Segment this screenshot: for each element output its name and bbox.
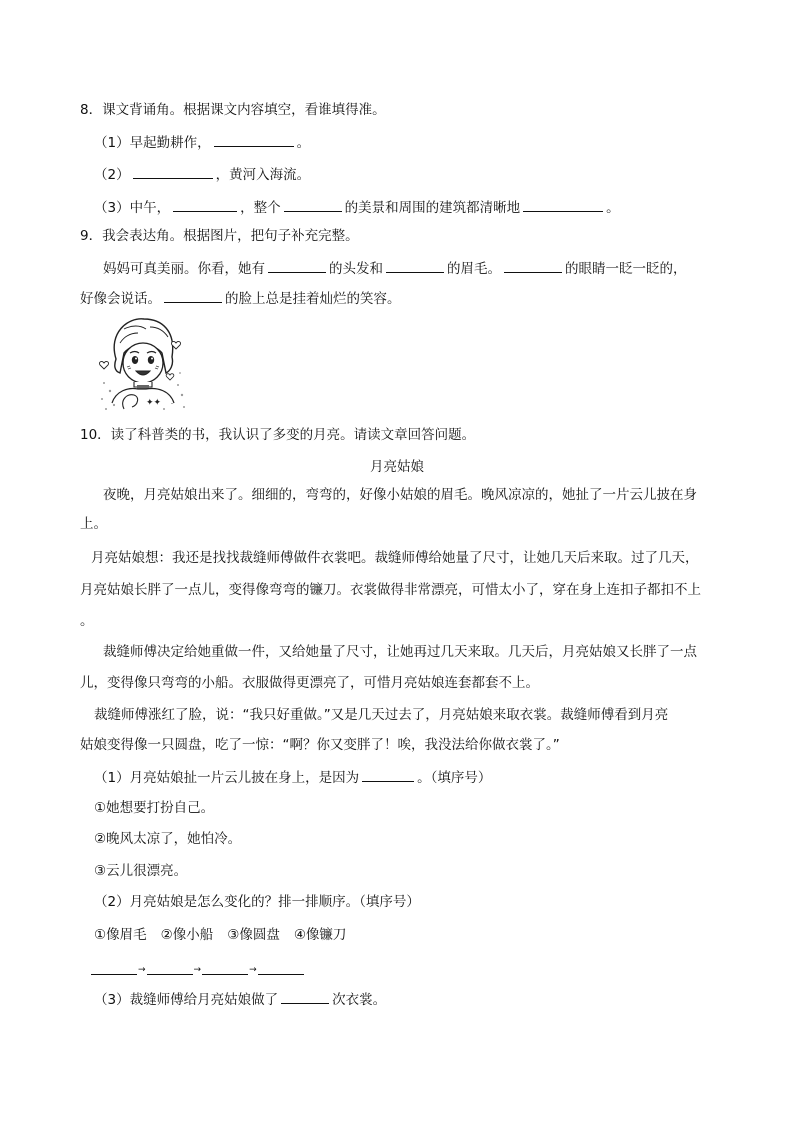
q10-sub1-hint: 。（填序号）: [417, 770, 492, 786]
answer-blank[interactable]: [268, 258, 326, 273]
q9-para-line1: [103, 258, 687, 279]
story-para1-line2: 上。: [80, 516, 107, 532]
q10-heading: 10．读了科普类的书，我认识了多变的月亮。请读文章回答问题。: [80, 427, 476, 443]
option-eyebrow: ①像眉毛: [94, 927, 147, 943]
q9-text-d: 的眼睛一眨一眨的，: [565, 261, 687, 277]
q8-item1-text: （1）早起勤耕作，: [94, 135, 211, 151]
q8-item2-end: ，黄河入海流。: [215, 167, 311, 183]
q10-sub1-text: （1）月亮姑娘扯一片云儿披在身上，是因为: [94, 770, 360, 786]
q10-sub3: [94, 989, 386, 1010]
story-para2-line3: 。: [80, 613, 94, 629]
answer-blank[interactable]: [133, 164, 213, 179]
option-boat: ②像小船: [160, 927, 214, 943]
q8-item3-text-c: 的美景和周围的建筑都清晰地: [344, 200, 521, 216]
q10-sub3-text: （3）裁缝师傅给月亮姑娘做了: [94, 992, 279, 1008]
story-para2-line1: 月亮姑娘想：我还是找找裁缝师傅做件衣裳吧。裁缝师傅给她量了尺寸，让她几天后来取。过了几天，: [91, 550, 699, 566]
q9-para-line2: [80, 288, 401, 309]
answer-blank[interactable]: [173, 197, 237, 212]
story-para3-line2: 儿，变得像只弯弯的小船。衣服做得更漂亮了，可惜月亮姑娘连套都套不上。: [80, 675, 539, 691]
arrow-icon: →: [138, 965, 146, 975]
answer-blank[interactable]: [164, 288, 222, 303]
story-title: 月亮姑娘: [370, 459, 424, 475]
arrow-icon: →: [249, 965, 257, 975]
order-blank-3[interactable]: [202, 960, 248, 975]
q10-sub1-option1: ①她想要打扮自己。: [94, 800, 215, 816]
q8-item3-text-a: （3）中午，: [94, 200, 171, 216]
order-blank-2[interactable]: [147, 960, 193, 975]
q8-item3-text-b: ，整个: [240, 200, 281, 216]
q8-item3: [94, 197, 620, 218]
option-plate: ③像圆盘: [227, 927, 280, 943]
story-para2-line2: 月亮姑娘长胖了一点儿，变得像弯弯的镰刀。衣裳做得非常漂亮，可惜太小了，穿在身上连扣子都扣不上: [80, 582, 701, 598]
q10-sub1-option3: ③云儿很漂亮。: [94, 863, 188, 879]
q8-item2-text: （2）: [94, 167, 130, 183]
answer-blank[interactable]: [523, 197, 603, 212]
q10-sub1-option2: ②晚风太凉了，她怕冷。: [94, 831, 242, 847]
q8-item1: [94, 132, 310, 153]
option-sickle: ④像镰刀: [293, 927, 347, 943]
order-sequence: [91, 960, 304, 979]
smiling-mother-image: [94, 313, 190, 413]
q10-sub2: （2）月亮姑娘是怎么变化的？排一排顺序。（填序号）: [94, 894, 420, 910]
answer-blank[interactable]: [281, 989, 329, 1004]
story-para3-line1: 裁缝师傅决定给她重做一件，又给她量了尺寸，让她再过几天来取。几天后，月亮姑娘又长胖了一点: [103, 644, 697, 660]
story-para4-line1: 裁缝师傅涨红了脸，说：“我只好重做。”又是几天过去了，月亮姑娘来取衣裳。裁缝师傅看到月亮: [94, 707, 669, 723]
q10-sub3-end: 次衣裳。: [332, 992, 387, 1008]
q10-sub2-options: [94, 925, 360, 945]
story-para4-line2: 姑娘变得像一只圆盘，吃了一惊：“啊？你又变胖了！唉，我没法给你做衣裳了。”: [80, 737, 560, 753]
story-para1-line1: 夜晚，月亮姑娘出来了。细细的，弯弯的，好像小姑娘的眉毛。晚风凉凉的，她扯了一片云儿披在身: [103, 487, 697, 503]
answer-blank[interactable]: [386, 258, 444, 273]
svg-text:✦✦: ✦✦: [146, 398, 162, 408]
answer-blank[interactable]: [214, 132, 294, 147]
answer-blank[interactable]: [284, 197, 342, 212]
q8-item3-text-d: 。: [606, 200, 620, 216]
q10-sub1: [94, 767, 491, 788]
q9-text-e: 好像会说话。: [80, 291, 161, 307]
answer-blank[interactable]: [362, 767, 414, 782]
q8-item2: [94, 164, 310, 185]
q9-text-b: 的头发和: [329, 261, 383, 277]
order-blank-4[interactable]: [258, 960, 304, 975]
order-blank-1[interactable]: [91, 960, 137, 975]
q9-text-a: 妈妈可真美丽。你看，她有: [103, 261, 265, 277]
arrow-icon: →: [193, 965, 202, 975]
face: [123, 343, 163, 383]
q9-text-f: 的脸上总是挂着灿烂的笑容。: [225, 291, 401, 307]
q8-item1-end: 。: [296, 135, 311, 151]
q9-heading: 9．我会表达角。根据图片，把句子补充完整。: [80, 228, 359, 244]
answer-blank[interactable]: [504, 258, 562, 273]
q9-text-c: 的眉毛。: [447, 261, 501, 277]
q8-heading: 8．课文背诵角。根据课文内容填空，看谁填得准。: [80, 102, 386, 118]
